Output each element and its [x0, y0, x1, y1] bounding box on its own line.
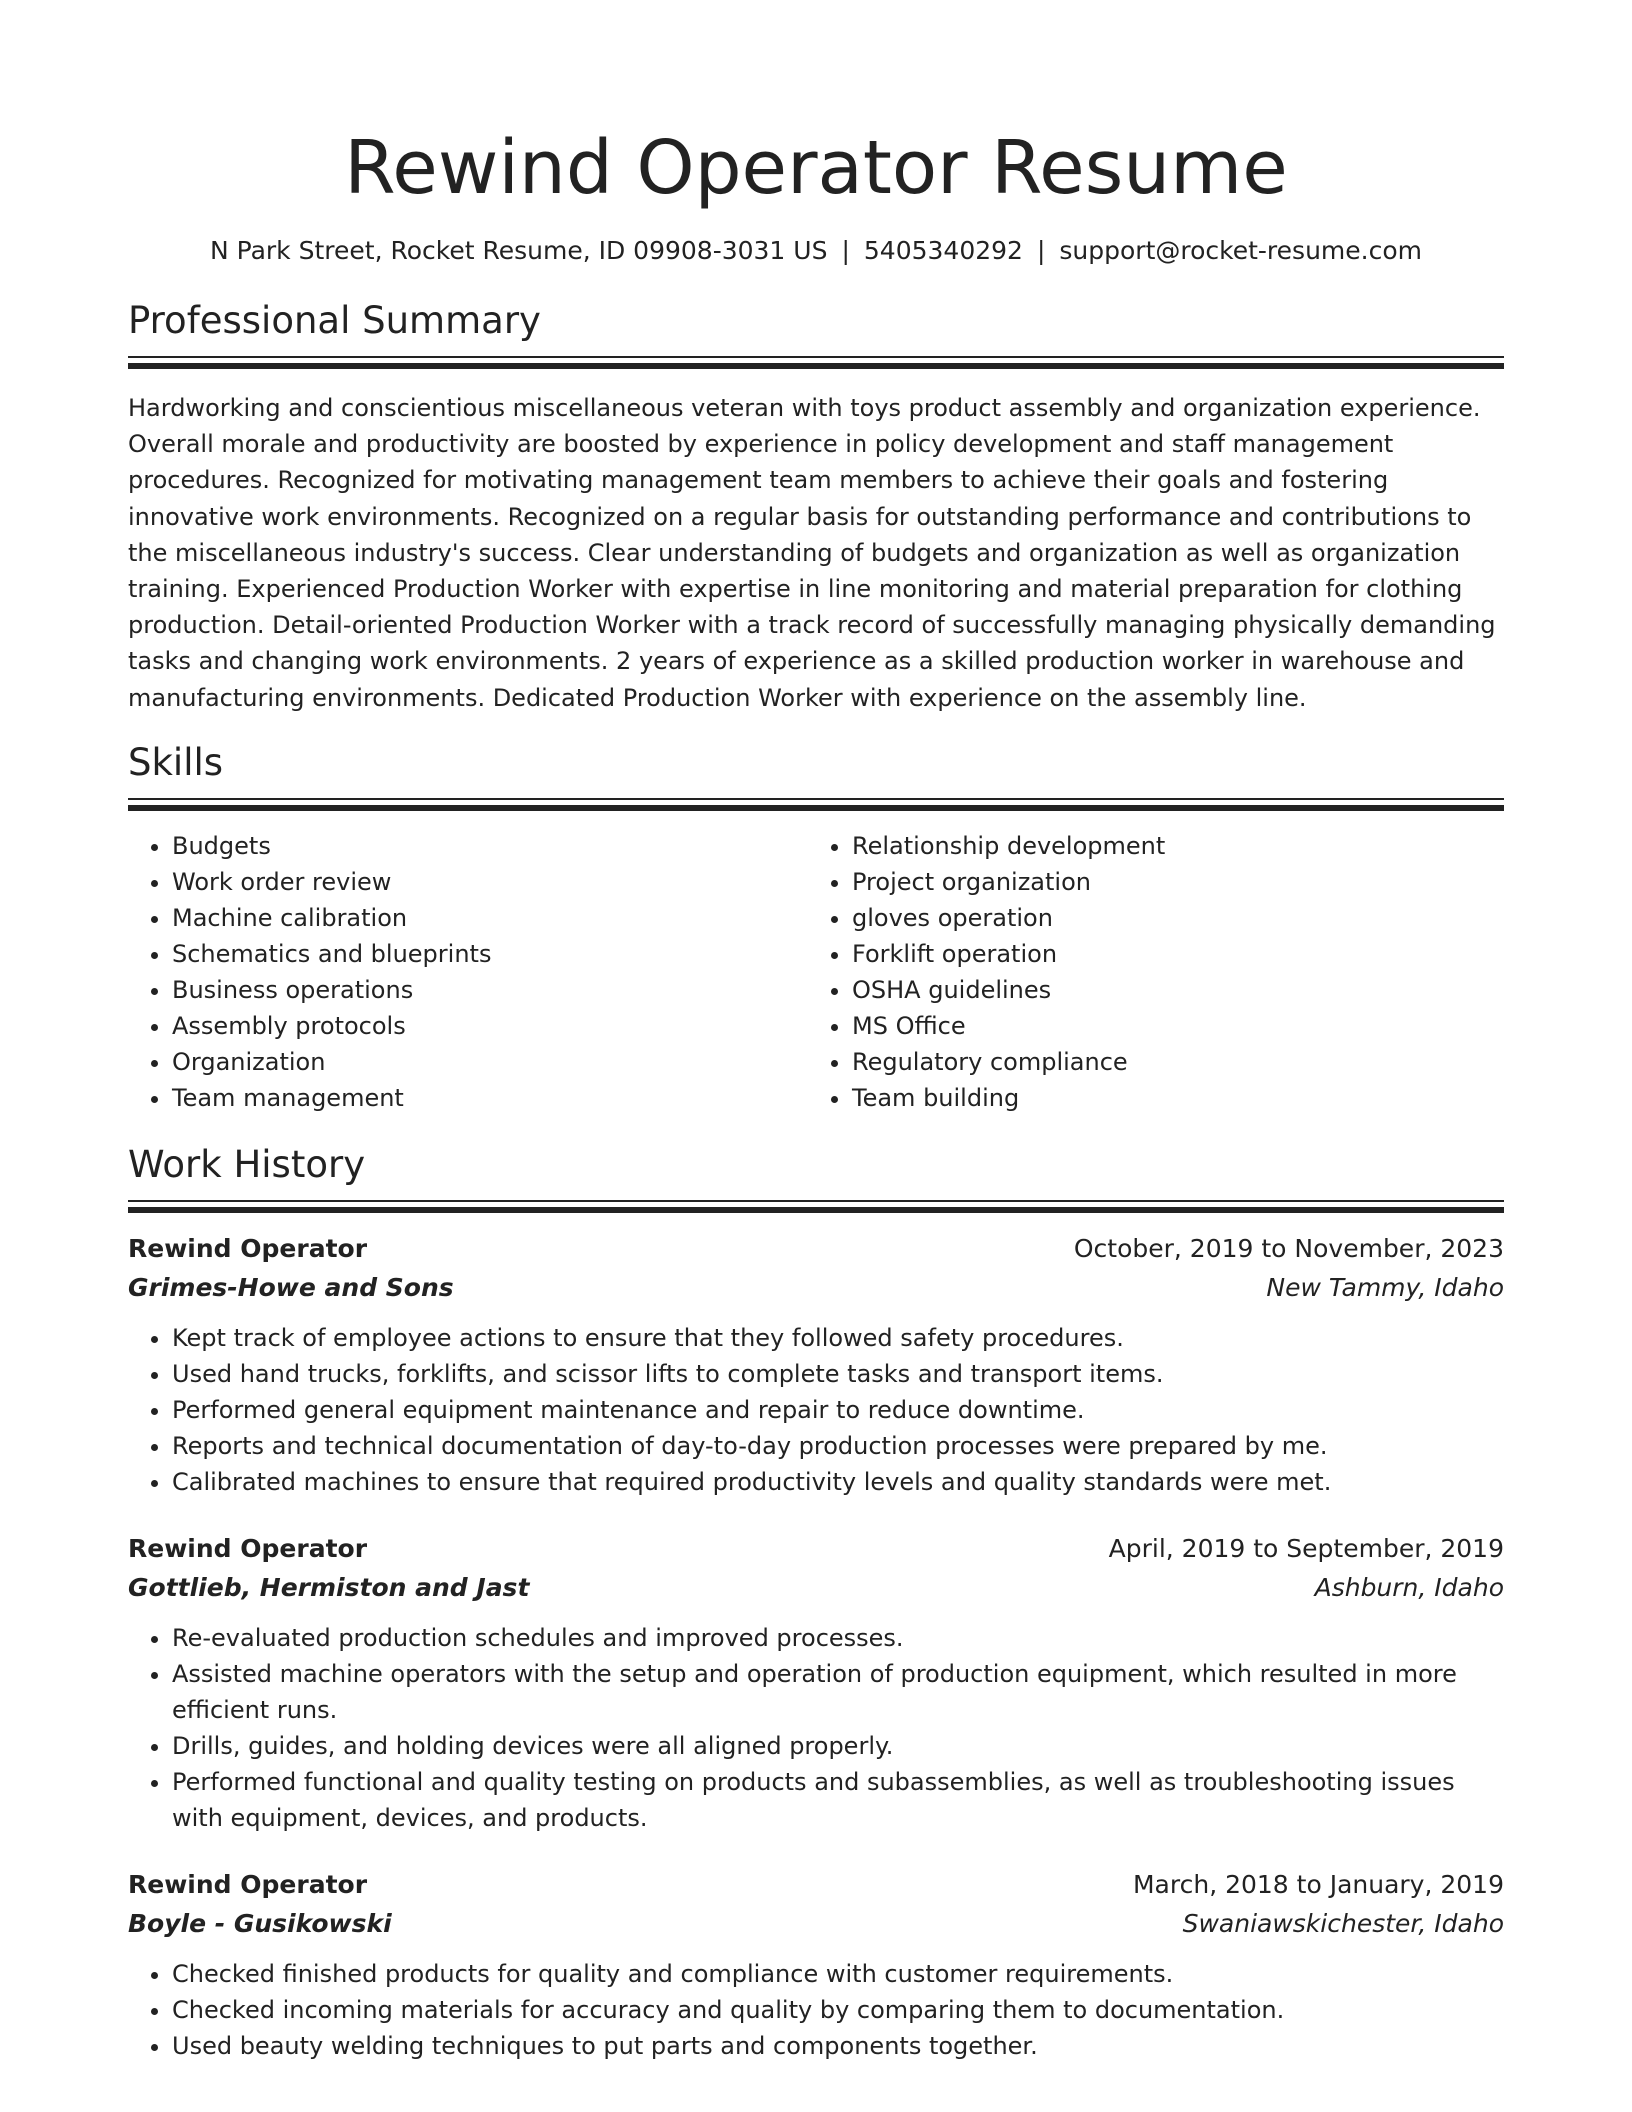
skill-item: • Team management [172, 1080, 808, 1116]
job-company: Grimes-Howe and Sons [128, 1272, 454, 1302]
skill-item: • Forklift operation [852, 936, 1488, 972]
job-subheader [128, 1568, 1504, 1608]
job-dates: October, 2019 to November, 2023 [1073, 1233, 1504, 1263]
job-header [128, 1866, 1504, 1904]
section-divider [128, 798, 1504, 812]
job-location: Swaniawskichester, Idaho [1182, 1908, 1504, 1938]
job-duties [128, 1620, 1504, 1836]
contact-separator: | [841, 236, 850, 265]
resume-page [128, 0, 1504, 2064]
summary-section [128, 298, 1504, 716]
contact-email: support@rocket-resume.com [1059, 236, 1422, 265]
skills-list-left [128, 828, 808, 1116]
job-duty: • Used beauty welding techniques to put parts and components together. [172, 2028, 1504, 2064]
job-entry [128, 1866, 1504, 2064]
job-location: New Tammy, Idaho [1266, 1272, 1504, 1302]
job-duty: • Performed general equipment maintenance and repair to reduce downtime. [172, 1392, 1504, 1428]
job-duties [128, 1956, 1504, 2064]
section-title-summary: Professional Summary [128, 299, 541, 342]
contact-line [128, 234, 1504, 268]
job-subheader [128, 1268, 1504, 1308]
skill-item: • Machine calibration [172, 900, 808, 936]
job-dates: April, 2019 to September, 2019 [1108, 1533, 1504, 1563]
resume-title: Rewind Operator Resume [344, 125, 1288, 211]
work-history-section [128, 1142, 1504, 2064]
job-title: Rewind Operator [128, 1233, 368, 1263]
job-entry [128, 1230, 1504, 1500]
section-divider [128, 356, 1504, 370]
job-duty: • Reports and technical documentation of day-to-day production processes were prepared by me. [172, 1428, 1504, 1464]
skill-item: • Project organization [852, 864, 1488, 900]
skill-item: • Organization [172, 1044, 808, 1080]
job-header [128, 1230, 1504, 1268]
skill-item: • Team building [852, 1080, 1488, 1116]
section-divider [128, 1200, 1504, 1214]
skill-item: • MS Office [852, 1008, 1488, 1044]
job-duty: • Performed functional and quality testing on products and subassemblies, as well as troubleshooting issues with equipment, devices, and products. [172, 1764, 1504, 1836]
skill-item: • Relationship development [852, 828, 1488, 864]
job-duty: • Used hand trucks, forklifts, and scissor lifts to complete tasks and transport items. [172, 1356, 1504, 1392]
job-duty: • Kept track of employee actions to ensure that they followed safety procedures. [172, 1320, 1504, 1356]
job-location: Ashburn, Idaho [1314, 1572, 1504, 1602]
job-entry [128, 1530, 1504, 1836]
skill-item: • gloves operation [852, 900, 1488, 936]
skill-item: • Regulatory compliance [852, 1044, 1488, 1080]
job-duty: • Checked incoming materials for accuracy and quality by comparing them to documentation. [172, 1992, 1504, 2028]
contact-phone: 5405340292 [863, 236, 1023, 265]
job-duty: • Drills, guides, and holding devices were all aligned properly. [172, 1728, 1504, 1764]
contact-separator: | [1036, 236, 1046, 265]
job-duties [128, 1320, 1504, 1500]
skills-columns [128, 828, 1504, 1116]
skill-item: • Work order review [172, 864, 808, 900]
skills-section [128, 740, 1504, 1116]
job-dates: March, 2018 to January, 2019 [1132, 1869, 1504, 1899]
job-duty: • Checked finished products for quality and compliance with customer requirements. [172, 1956, 1504, 1992]
skill-item: • Schematics and blueprints [172, 936, 808, 972]
summary-text: Hardworking and conscientious miscellaneous veteran with toys product assembly and organization experience. Overall morale and productivity are boosted by experience in policy development and staff management procedures. Recognized for motivating management team members to achieve their goals and fostering innovative work environments. Recognized on a regular basis for outstanding performance and contributions to the miscellaneous industry's success. Clear understanding of budgets and organization as well as organization training. Experienced Production Worker with expertise in line monitoring and material preparation for clothing production. Detail-oriented Production Worker with a track record of successfully managing physically demanding tasks and changing work environments. 2 years of experience as a skilled production worker in warehouse and manufacturing environments. Dedicated Production Worker with experience on the assembly line. [128, 394, 1496, 712]
job-company: Boyle - Gusikowski [128, 1908, 392, 1938]
skill-item: • Assembly protocols [172, 1008, 808, 1044]
skill-item: • Budgets [172, 828, 808, 864]
job-duty: • Re-evaluated production schedules and improved processes. [172, 1620, 1504, 1656]
job-duty: • Assisted machine operators with the setup and operation of production equipment, which resulted in more efficient runs. [172, 1656, 1504, 1728]
job-header [128, 1530, 1504, 1568]
contact-address: N Park Street, Rocket Resume, ID 09908-3031 US [209, 236, 828, 265]
job-company: Gottlieb, Hermiston and Jast [128, 1572, 530, 1602]
job-title: Rewind Operator [128, 1533, 368, 1563]
job-subheader [128, 1904, 1504, 1944]
job-title: Rewind Operator [128, 1869, 368, 1899]
job-duty: • Calibrated machines to ensure that required productivity levels and quality standards were met. [172, 1464, 1504, 1500]
skill-item: • Business operations [172, 972, 808, 1008]
skill-item: • OSHA guidelines [852, 972, 1488, 1008]
skills-list-right [808, 828, 1488, 1116]
section-title-skills: Skills [128, 740, 224, 784]
section-title-work-history: Work History [128, 1142, 366, 1186]
